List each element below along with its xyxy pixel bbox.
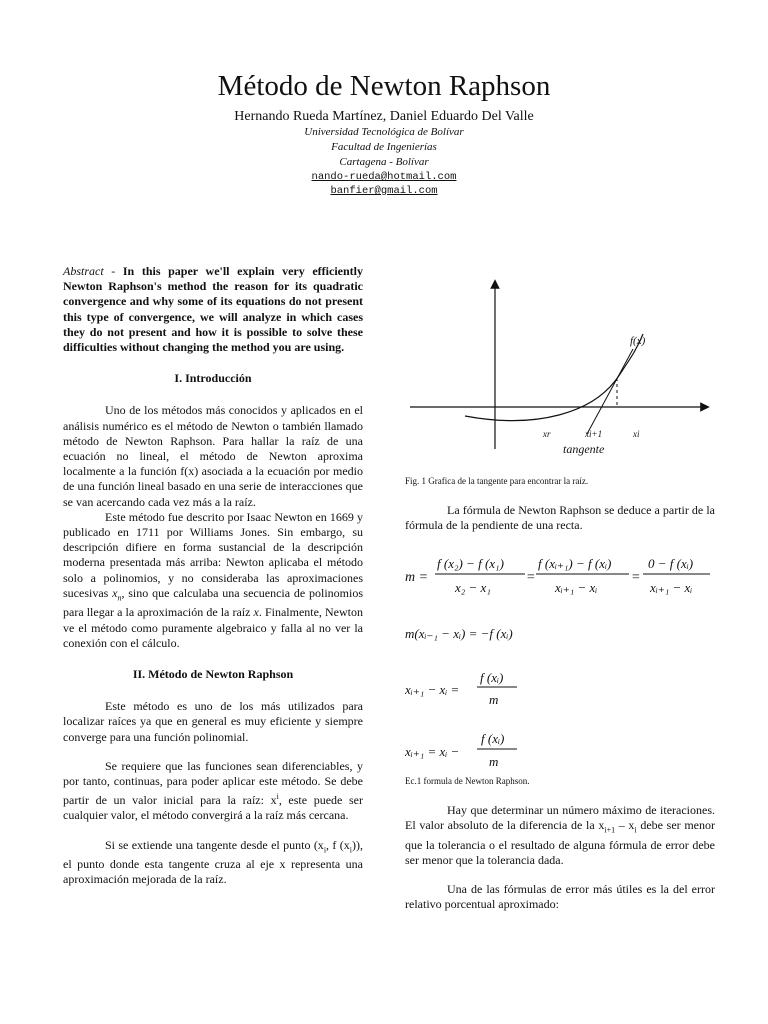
svg-text:=: =: [631, 569, 641, 585]
formulas-svg: [405, 546, 715, 774]
xr-label: xr: [543, 429, 551, 439]
slope-equation: [405, 556, 710, 595]
section-1-heading: I. Introducción: [174, 371, 252, 386]
right-paragraph-1: La fórmula de Newton Raphson se deduce a partir de la fórmula de la pendiente de una recta.: [405, 503, 715, 533]
equation-4: [405, 731, 517, 769]
section-2-paragraph-3: Si se extiende una tangente desde el punto ($x_i$, f $(x_i)$), el punto donde esta tangente cruza al eje x representa una aproximación mejorada de la raíz.: [63, 837, 363, 887]
tangent-label: tangente: [563, 442, 605, 456]
svg-text:f (x₂) − f (x₁): f (x₂) − f (x₁): [437, 555, 504, 571]
authors: Hernando Rueda Martínez, Daniel Eduardo Del Valle: [234, 109, 534, 124]
svg-text:m: m: [489, 753, 499, 769]
section-2-paragraph-2: Se requiere que las funciones sean diferenciables, y por tanto, continuas, para poder aplicar este método. Se debe partir de un valor inicial para la raíz: $x^i$, este puede ser cualquier valor, el método convergirá a la raíz más cercana.: [63, 758, 363, 823]
university: Universidad Tecnológica de Bolívar: [304, 126, 464, 138]
email-2[interactable]: banfier@gmail.com: [330, 185, 438, 197]
xi1-label: xi+1: [585, 429, 603, 439]
right-paragraph-3: Una de las fórmulas de error más útiles es la del error relativo porcentual aproximado:: [405, 882, 715, 912]
svg-text:xᵢ₊₁ = xᵢ −: xᵢ₊₁ = xᵢ −: [405, 743, 460, 759]
email-1[interactable]: nando-rueda@hotmail.com: [311, 171, 457, 183]
svg-text:f (xᵢ): f (xᵢ): [481, 730, 505, 746]
svg-text:f (xᵢ): f (xᵢ): [480, 669, 504, 685]
svg-text:xᵢ₊₁ − xᵢ =: xᵢ₊₁ − xᵢ =: [405, 681, 460, 697]
section-1-paragraph-2: Este método fue descrito por Isaac Newton en 1669 y publicado en 1711 por Williams Jones. Sin embargo, su descripción difiere en forma sustancial de la descripción moderna presentada más arriba: Newton aplicaba el método solo a polinomios, y no consideraba las aproximaciones sucesivas $x_n$, sino que calculaba una secuencia de polinomios para llegar a la aproximación de la raíz x. Finalmente, Newton ve el método como puramente algebraico y falla al no ver la conexión con el cálculo.: [63, 509, 363, 650]
section-2-paragraph-1: Este método es uno de los más utilizados para localizar raíces ya que en general es muy eficiente y siempre converge para una función polinomial.: [63, 699, 363, 744]
abstract-body: In this paper we'll explain very efficiently Newton Raphson's method the reason for its quadratic convergence and why some of its equations do not present this type of convergence, we will analyze in which cases they do not present and how it is possible to solve these difficulties without changing the method you are using.: [63, 264, 363, 355]
formula-block: [405, 546, 715, 774]
svg-text:=: =: [526, 569, 536, 585]
fx-label: f(x): [630, 335, 646, 347]
svg-text:0 − f (xᵢ): 0 − f (xᵢ): [648, 555, 694, 571]
tangent-diagram: [405, 264, 715, 474]
tangent-line: [587, 349, 633, 434]
figure-1: [405, 264, 715, 474]
equation-caption: Ec.1 formula de Newton Raphson.: [405, 775, 530, 786]
xi-label: xi: [633, 429, 640, 439]
section-1-paragraph-1: Uno de los métodos más conocidos y aplicados en el análisis numérico es el método de Newton o también llamado método de Newton Raphson. Para hallar la raíz de una ecuación no lineal, el método de Newton aproxima localmente a la función f(x) asociada a la ecuación por medio de una función lineal basado en una serie de interacciones que se van acercando cada vez más a la raíz.: [63, 403, 363, 509]
svg-text:m: m: [489, 691, 499, 707]
right-column: [405, 264, 715, 912]
section-2-heading: II. Método de Newton Raphson: [132, 667, 294, 682]
svg-text:x₂ − x₁: x₂ − x₁: [455, 579, 491, 595]
left-column: [63, 264, 363, 888]
svg-text:f (xᵢ₊₁) − f (xᵢ): f (xᵢ₊₁) − f (xᵢ): [538, 555, 612, 571]
abstract-label: Abstract -: [63, 264, 123, 278]
abstract: [63, 264, 363, 355]
city: Cartagena - Bolívar: [339, 156, 429, 168]
paper-title: Método de Newton Raphson: [217, 70, 551, 102]
equation-3: [405, 670, 517, 707]
right-paragraph-2: Hay que determinar un número máximo de iteraciones. El valor absoluto de la diferencia de la $x_{i+1} - x_i$ debe ser menor que la tolerancia o el resultado de alguna fórmula de error debe ser menor que la tolerancia dada.: [405, 802, 716, 867]
svg-text:m =: m =: [405, 569, 429, 585]
faculty: Facultad de Ingenierías: [331, 141, 437, 153]
paper-header: [0, 70, 768, 198]
equation-2: m(xᵢ₋₁ − xᵢ) = −f (xᵢ): [405, 625, 513, 641]
figure-caption: Fig. 1 Grafica de la tangente para encontrar la raíz.: [405, 476, 589, 486]
svg-text:xᵢ₊₁ − xᵢ: xᵢ₊₁ − xᵢ: [650, 579, 693, 595]
svg-text:xᵢ₊₁ − xᵢ: xᵢ₊₁ − xᵢ: [555, 579, 598, 595]
